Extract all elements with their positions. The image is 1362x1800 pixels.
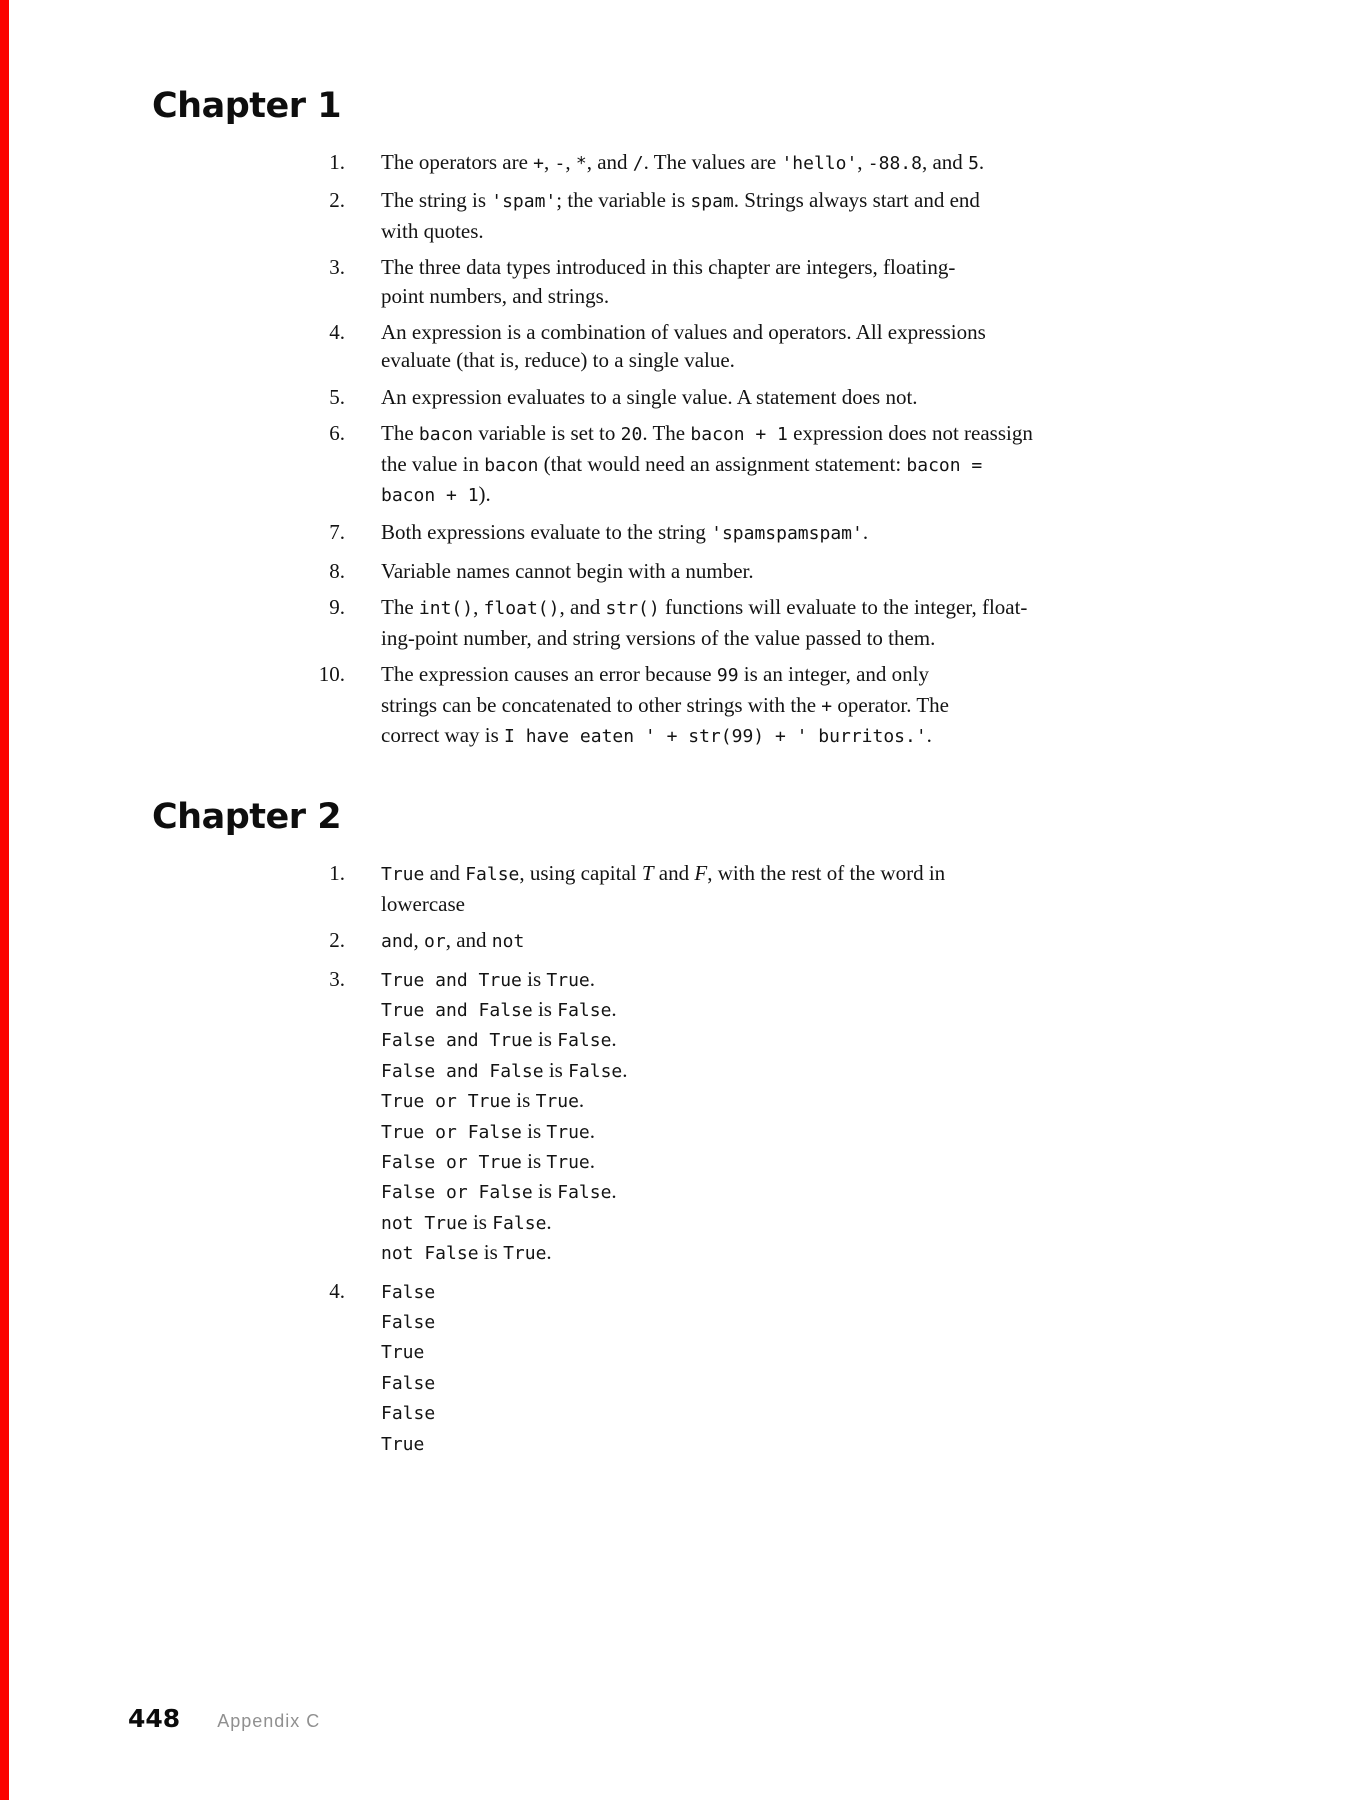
- body-text: The string is: [381, 188, 492, 213]
- body-text: .: [926, 722, 932, 747]
- chapter-section: [152, 795, 1222, 1459]
- body-text: ,: [473, 595, 484, 620]
- body-text: .: [611, 1027, 617, 1052]
- code-text: int(): [418, 598, 474, 620]
- code-text: True and True: [381, 969, 522, 991]
- body-text: , using capital: [519, 861, 642, 886]
- body-text: .: [862, 520, 869, 545]
- code-text: 'hello': [781, 153, 858, 174]
- item-number: 10.: [318, 662, 345, 687]
- code-text: str(): [605, 598, 660, 620]
- body-text: .: [622, 1057, 628, 1082]
- answer-item: [282, 419, 1222, 510]
- body-text: . The: [642, 421, 691, 446]
- chapter-title: Chapter 1: [152, 86, 342, 126]
- item-text: [381, 859, 1181, 918]
- body-text: The operators are: [381, 150, 534, 174]
- code-text: +: [821, 695, 833, 717]
- code-text: True or True: [381, 1091, 512, 1113]
- body-text: .: [578, 1088, 585, 1113]
- code-text: not: [491, 931, 525, 953]
- code-text: True: [381, 1433, 425, 1455]
- code-text: False: [381, 1403, 436, 1425]
- body-text: ; the variable is: [556, 188, 691, 213]
- code-text: True: [546, 1121, 590, 1143]
- code-text: True: [503, 1243, 547, 1265]
- item-number: 1.: [329, 861, 345, 886]
- item-text: [381, 253, 1181, 310]
- code-text: bacon + 1: [690, 424, 788, 446]
- body-text: , with the rest of the word in: [707, 861, 946, 886]
- body-text: is: [467, 1209, 493, 1234]
- code-text: -88.8: [867, 153, 922, 174]
- body-text: , and: [559, 595, 606, 620]
- item-text: [381, 383, 1181, 411]
- body-text: is: [511, 1088, 536, 1113]
- italic-text: T: [641, 861, 654, 886]
- answer-item: [282, 148, 1222, 178]
- code-text: False: [381, 1281, 436, 1303]
- item-number: 2.: [329, 928, 345, 953]
- code-text: 20: [620, 424, 643, 446]
- body-text: is: [521, 966, 547, 991]
- section-label: Appendix C: [217, 1711, 321, 1731]
- body-text: .: [978, 150, 985, 174]
- body-text: ,: [857, 150, 868, 174]
- body-text: .: [546, 1209, 552, 1234]
- page-number: 448: [128, 1704, 181, 1733]
- code-text: True: [535, 1091, 579, 1113]
- code-text: -: [554, 153, 566, 174]
- body-text: ,: [413, 928, 425, 953]
- item-text: [381, 518, 1181, 548]
- body-text: strings can be concatenated to other strings with the: [381, 692, 822, 717]
- body-text: (that would need an assignment statement:: [538, 451, 907, 476]
- answer-item: [282, 318, 1222, 375]
- code-text: False: [381, 1312, 436, 1333]
- body-text: The three data types introduced in this chapter are integers, floating-: [381, 255, 956, 280]
- code-text: bacon: [484, 454, 539, 476]
- body-text: is an integer, and only: [738, 662, 929, 687]
- code-text: bacon: [418, 424, 474, 446]
- body-text: ,: [544, 150, 555, 174]
- code-text: not False: [381, 1243, 479, 1265]
- body-text: variable is set to: [473, 421, 621, 446]
- code-text: or: [424, 931, 446, 953]
- item-text: [381, 557, 1181, 585]
- code-text: False: [557, 999, 612, 1021]
- item-number: 4.: [329, 1278, 345, 1303]
- item-text: [381, 1277, 1181, 1459]
- answer-list: [282, 148, 1222, 751]
- code-text: and: [381, 931, 414, 953]
- italic-text: F: [694, 861, 708, 886]
- item-text: [381, 593, 1181, 652]
- code-text: True: [381, 864, 425, 886]
- body-text: evaluate (that is, reduce) to a single value.: [381, 348, 735, 373]
- body-text: , and: [921, 150, 969, 174]
- page-footer: [128, 1704, 320, 1733]
- chapter-title: Chapter 2: [152, 797, 342, 838]
- item-number: 8.: [329, 558, 345, 583]
- answer-item: [282, 186, 1222, 245]
- item-text: [381, 318, 1181, 375]
- chapters: [152, 84, 1222, 1459]
- body-text: correct way is: [381, 722, 505, 747]
- answer-item: [282, 518, 1222, 548]
- answer-item: [282, 593, 1222, 652]
- code-text: 99: [716, 665, 739, 687]
- body-text: .: [589, 1148, 596, 1173]
- body-text: Both expressions evaluate to the string: [381, 520, 712, 545]
- body-text: The: [381, 595, 419, 620]
- item-number: 2.: [329, 188, 345, 213]
- body-text: , and: [586, 150, 633, 174]
- code-text: 'spam': [491, 191, 557, 213]
- item-number: 1.: [329, 150, 345, 174]
- body-text: is: [543, 1057, 569, 1082]
- code-text: True and False: [381, 999, 533, 1021]
- code-text: +: [533, 153, 545, 174]
- code-text: True: [381, 1342, 425, 1364]
- code-text: *: [575, 153, 587, 174]
- body-text: ,: [565, 150, 576, 174]
- body-text: , and: [445, 928, 492, 953]
- answer-item: [282, 253, 1222, 310]
- answer-item: [282, 965, 1222, 1269]
- code-text: False: [465, 864, 520, 886]
- item-number: 6.: [329, 421, 345, 446]
- body-text: and: [653, 861, 695, 886]
- answer-item: [282, 660, 1222, 751]
- chapter-section: [152, 84, 1222, 751]
- body-text: ing-point number, and string versions of the value passed to them.: [381, 625, 936, 650]
- item-number: 4.: [329, 320, 345, 345]
- code-text: float(): [483, 598, 560, 620]
- body-text: is: [478, 1240, 504, 1265]
- body-text: expression does not reassign: [787, 421, 1033, 446]
- code-text: True or False: [381, 1121, 522, 1143]
- body-text: with quotes.: [381, 218, 484, 243]
- item-text: [381, 965, 1181, 1269]
- code-text: False or False: [381, 1182, 533, 1204]
- item-number: 7.: [329, 520, 345, 545]
- code-text: False and True: [381, 1030, 533, 1052]
- answer-item: [282, 859, 1222, 918]
- body-text: An expression evaluates to a single value. A statement does not.: [381, 384, 918, 409]
- code-text: False: [557, 1030, 612, 1052]
- code-text: spam: [690, 191, 734, 213]
- answer-item: [282, 383, 1222, 411]
- answer-item: [282, 557, 1222, 585]
- item-number: 9.: [329, 595, 345, 620]
- body-text: ).: [478, 482, 491, 507]
- body-text: is: [521, 1148, 547, 1173]
- code-text: True: [546, 1151, 590, 1173]
- code-text: /: [632, 153, 644, 174]
- body-text: lowercase: [381, 891, 465, 916]
- body-text: .: [589, 1118, 596, 1143]
- body-text: An expression is a combination of values and operators. All expressions: [381, 320, 986, 345]
- body-text: .: [611, 996, 617, 1021]
- code-text: False or True: [381, 1151, 522, 1173]
- body-text: point numbers, and strings.: [381, 283, 610, 308]
- body-text: functions will evaluate to the integer, float-: [659, 595, 1028, 620]
- code-text: False: [557, 1182, 612, 1204]
- item-text: [381, 926, 1181, 956]
- item-number: 5.: [329, 384, 345, 409]
- item-text: [381, 186, 1181, 245]
- item-number: 3.: [329, 255, 345, 280]
- body-text: and: [424, 861, 466, 886]
- body-text: is: [532, 996, 558, 1021]
- item-text: [381, 148, 1181, 178]
- answer-item: [282, 1277, 1222, 1459]
- code-text: 5: [968, 153, 979, 174]
- body-text: . The values are: [643, 150, 782, 174]
- item-text: [381, 660, 1181, 751]
- answers-content: [152, 84, 1222, 1467]
- answer-item: [282, 926, 1222, 956]
- body-text: is: [532, 1179, 558, 1204]
- left-edge-bar: [0, 0, 9, 1800]
- code-text: bacon =: [906, 454, 983, 476]
- code-text: False and False: [381, 1060, 544, 1082]
- code-text: True: [546, 969, 590, 991]
- body-text: .: [611, 1179, 617, 1204]
- code-text: False: [568, 1060, 623, 1082]
- body-text: is: [532, 1027, 558, 1052]
- body-text: .: [589, 966, 596, 991]
- item-text: [381, 419, 1181, 510]
- body-text: operator. The: [832, 692, 949, 717]
- code-text: bacon + 1: [381, 485, 479, 507]
- code-text: not True: [381, 1212, 468, 1234]
- body-text: .: [546, 1240, 552, 1265]
- body-text: is: [521, 1118, 547, 1143]
- body-text: Variable names cannot begin with a number.: [381, 558, 754, 583]
- body-text: the value in: [381, 451, 485, 476]
- code-text: False: [381, 1372, 436, 1394]
- item-number: 3.: [329, 966, 345, 991]
- body-text: The expression causes an error because: [381, 662, 717, 687]
- answer-list: [282, 859, 1222, 1459]
- code-text: False: [492, 1212, 547, 1234]
- body-text: The: [381, 421, 419, 446]
- code-text: I have eaten ' + str(99) + ' burritos.': [504, 725, 927, 747]
- code-text: 'spamspamspam': [711, 523, 863, 545]
- body-text: . Strings always start and end: [733, 188, 980, 213]
